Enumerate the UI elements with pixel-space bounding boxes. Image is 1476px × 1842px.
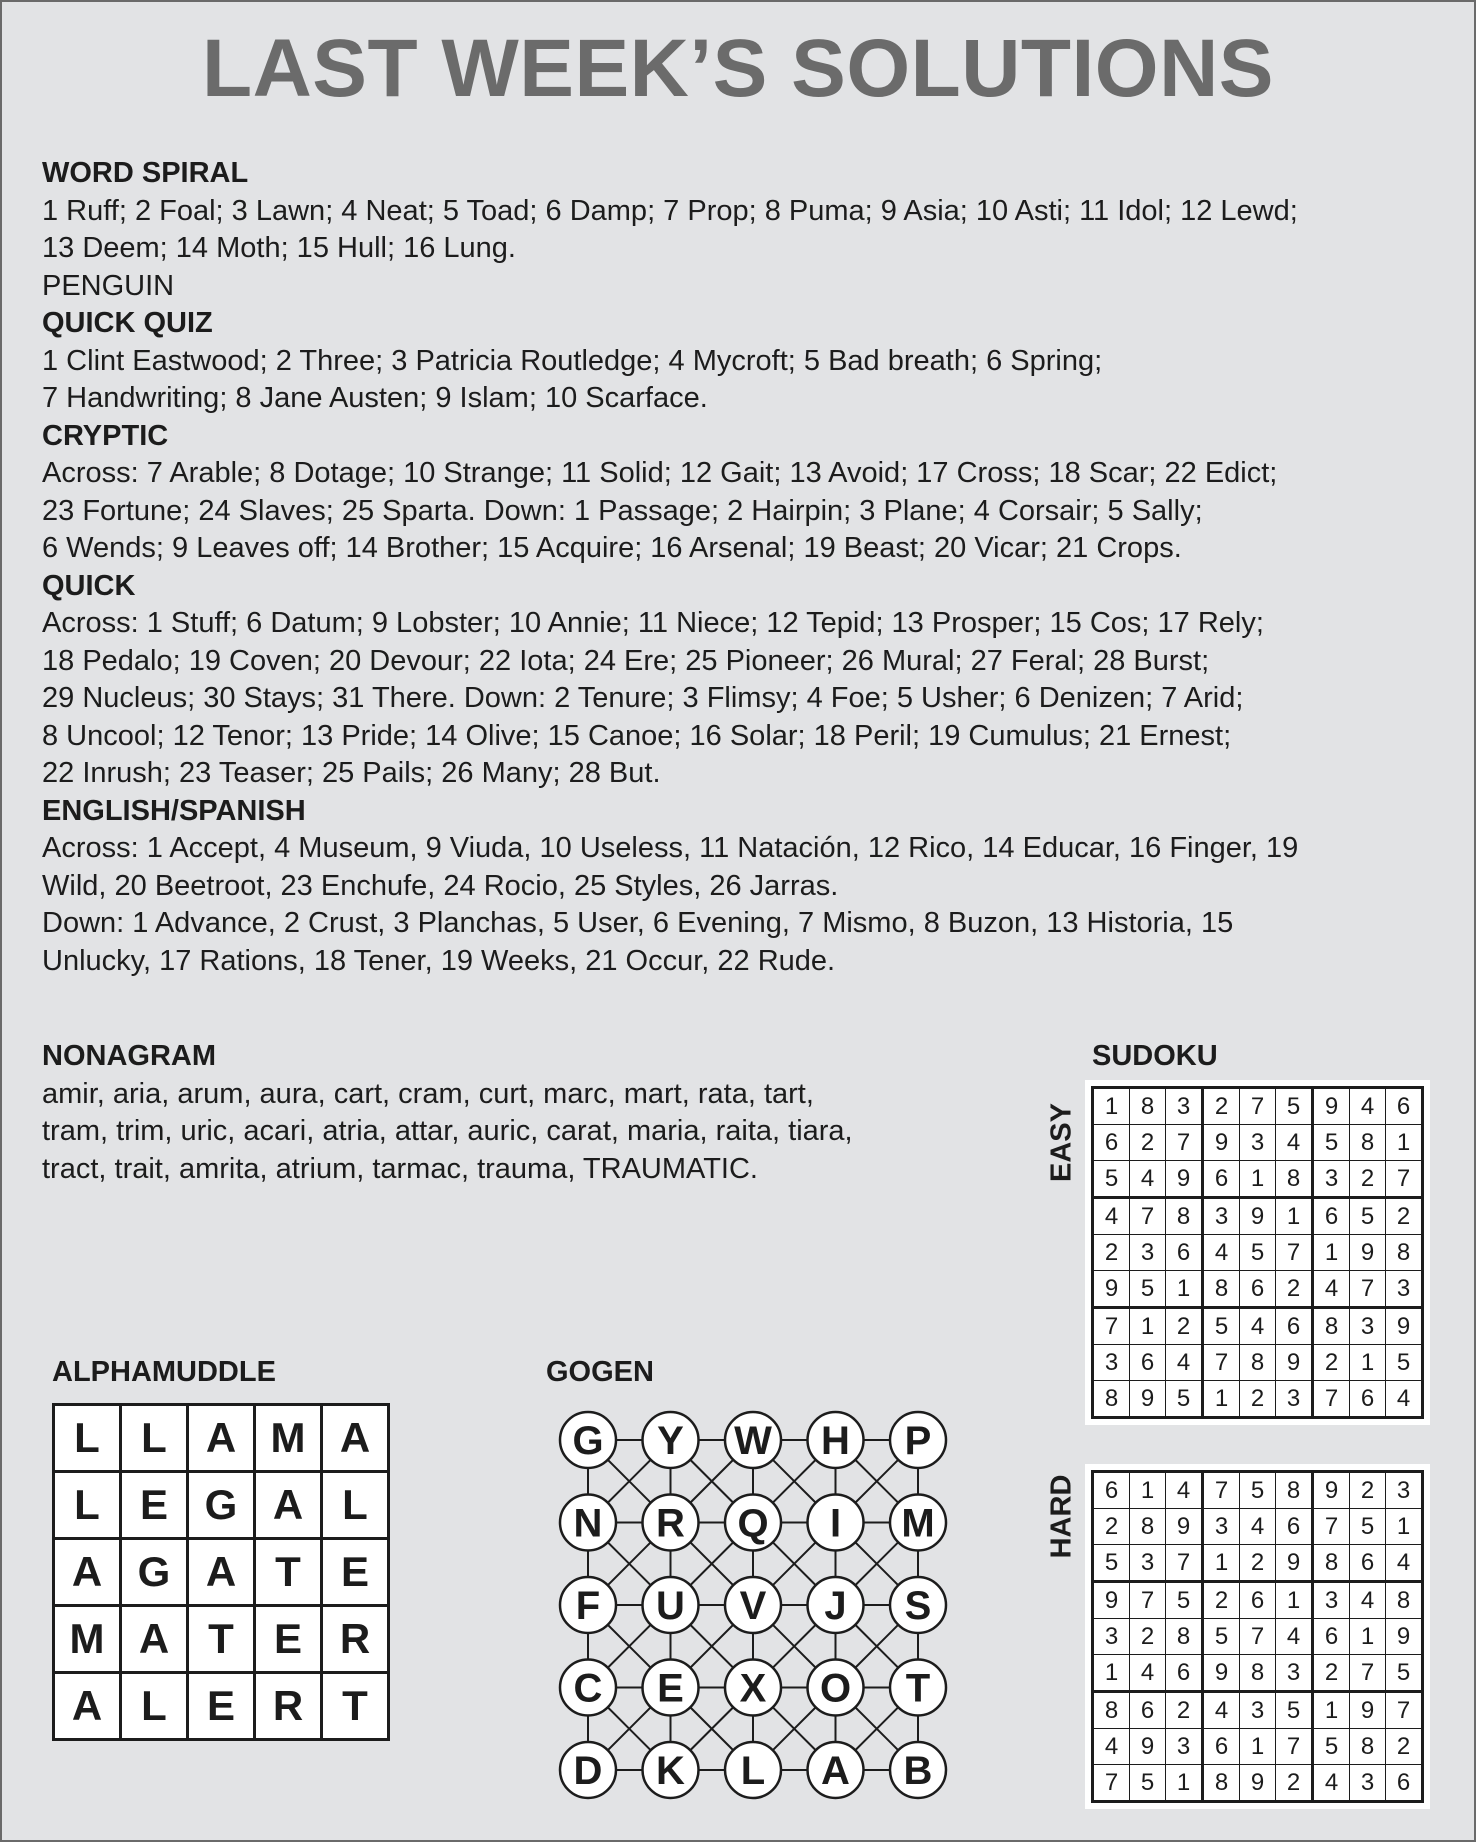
gogen-letter: Y [657, 1419, 684, 1463]
sudoku-cell: 9 [1240, 1765, 1276, 1802]
sudoku-cell: 3 [1386, 1472, 1423, 1509]
gogen-letter: F [575, 1584, 601, 1628]
gogen-letter: O [819, 1666, 852, 1711]
english-spanish-line: Wild, 20 Beetroot, 23 Enchufe, 24 Rocio, 25 Styles, 26 Jarras. [42, 869, 839, 902]
english-spanish-line: Across: 1 Accept, 4 Museum, 9 Viuda, 10 Useless, 11 Natación, 12 Rico, 14 Educar, 16 Finger, 19 [42, 832, 1299, 864]
sudoku-cell: 7 [1166, 1125, 1203, 1161]
sudoku-cell: 2 [1386, 1729, 1423, 1765]
alphamuddle-cell: A [54, 1539, 121, 1606]
gogen-letter: B [903, 1749, 933, 1793]
sudoku-cell: 1 [1386, 1509, 1423, 1545]
sudoku-cell: 8 [1240, 1655, 1276, 1692]
gogen-letter: S [904, 1584, 932, 1628]
sudoku-cell: 5 [1313, 1125, 1350, 1161]
sudoku-cell: 9 [1313, 1472, 1350, 1509]
sudoku-cell: 4 [1240, 1308, 1276, 1345]
sudoku-cell: 8 [1313, 1308, 1350, 1345]
sudoku-cell: 9 [1130, 1381, 1166, 1418]
sudoku-cell: 9 [1386, 1308, 1423, 1345]
sudoku-cell: 6 [1203, 1161, 1240, 1198]
nonagram-heading: NONAGRAM [42, 1040, 216, 1072]
sudoku-cell: 5 [1203, 1619, 1240, 1655]
sudoku-cell: 4 [1276, 1619, 1313, 1655]
gogen-letter: L [740, 1749, 766, 1793]
alphamuddle-cell: A [188, 1405, 255, 1472]
sudoku-cell: 3 [1093, 1345, 1130, 1381]
alphamuddle-cell: E [255, 1606, 322, 1673]
sudoku-cell: 8 [1130, 1088, 1166, 1125]
sudoku-cell: 3 [1130, 1235, 1166, 1271]
word-spiral-line: 13 Deem; 14 Moth; 15 Hull; 16 Lung. [42, 232, 516, 264]
sudoku-cell: 7 [1350, 1655, 1386, 1692]
sudoku-cell: 3 [1240, 1125, 1276, 1161]
gogen-grid [540, 1396, 960, 1836]
sudoku-cell: 2 [1350, 1161, 1386, 1198]
sudoku-cell: 3 [1313, 1161, 1350, 1198]
alphamuddle-cell: T [188, 1606, 255, 1673]
sudoku-cell: 2 [1350, 1472, 1386, 1509]
alphamuddle-cell: T [255, 1539, 322, 1606]
sudoku-cell: 4 [1313, 1765, 1350, 1802]
sudoku-cell: 5 [1166, 1381, 1203, 1418]
sudoku-cell: 6 [1350, 1545, 1386, 1582]
cryptic-line: 23 Fortune; 24 Slaves; 25 Sparta. Down: 1 Passage; 2 Hairpin; 3 Plane; 4 Corsair; 5 Sally; [42, 494, 1203, 527]
sudoku-cell: 6 [1166, 1235, 1203, 1271]
sudoku-cell: 1 [1313, 1235, 1350, 1271]
sudoku-cell: 7 [1203, 1472, 1240, 1509]
word-spiral-heading: WORD SPIRAL [42, 157, 249, 189]
sudoku-cell: 8 [1276, 1472, 1313, 1509]
sudoku-cell: 4 [1166, 1345, 1203, 1381]
sudoku-cell: 3 [1166, 1088, 1203, 1125]
alphamuddle-cell: L [322, 1472, 389, 1539]
alphamuddle-cell: A [54, 1673, 121, 1740]
sudoku-cell: 1 [1386, 1125, 1423, 1161]
sudoku-cell: 1 [1203, 1381, 1240, 1418]
gogen-heading: GOGEN [546, 1356, 654, 1388]
gogen-letter: T [905, 1666, 931, 1711]
sudoku-cell: 7 [1240, 1088, 1276, 1125]
cryptic-heading: CRYPTIC [42, 419, 169, 452]
sudoku-cell: 4 [1093, 1198, 1130, 1235]
sudoku-cell: 8 [1276, 1161, 1313, 1198]
alphamuddle-cell: R [255, 1673, 322, 1740]
sudoku-cell: 5 [1313, 1729, 1350, 1765]
sudoku-cell: 9 [1386, 1619, 1423, 1655]
sudoku-cell: 8 [1203, 1271, 1240, 1308]
sudoku-cell: 1 [1240, 1161, 1276, 1198]
sudoku-cell: 7 [1276, 1235, 1313, 1271]
sudoku-cell: 2 [1240, 1545, 1276, 1582]
sudoku-cell: 9 [1276, 1345, 1313, 1381]
sudoku-cell: 1 [1276, 1582, 1313, 1619]
sudoku-cell: 1 [1130, 1308, 1166, 1345]
sudoku-cell: 2 [1166, 1692, 1203, 1729]
sudoku-cell: 8 [1386, 1235, 1423, 1271]
solutions-text [42, 155, 1462, 980]
sudoku-cell: 6 [1276, 1308, 1313, 1345]
gogen-letter: P [904, 1419, 932, 1463]
sudoku-cell: 1 [1350, 1619, 1386, 1655]
sudoku-cell: 6 [1313, 1619, 1350, 1655]
sudoku-cell: 4 [1386, 1545, 1423, 1582]
gogen-letter: X [739, 1666, 767, 1711]
gogen-letter: Q [737, 1501, 769, 1546]
alphamuddle-cell: E [322, 1539, 389, 1606]
quick-line: Across: 1 Stuff; 6 Datum; 9 Lobster; 10 Annie; 11 Niece; 12 Tepid; 13 Prosper; 15 Cos; 17 Rely; [42, 607, 1264, 639]
quick-line: 18 Pedalo; 19 Coven; 20 Devour; 22 Iota; 24 Ere; 25 Pioneer; 26 Mural; 27 Feral; 28 Burst; [42, 644, 1210, 677]
sudoku-cell: 2 [1130, 1125, 1166, 1161]
sudoku-cell: 9 [1350, 1692, 1386, 1729]
gogen-letter: N [573, 1501, 603, 1546]
sudoku-cell: 9 [1166, 1161, 1203, 1198]
sudoku-cell: 2 [1203, 1088, 1240, 1125]
alphamuddle-cell: L [121, 1405, 188, 1472]
sudoku-cell: 5 [1276, 1088, 1313, 1125]
sudoku-cell: 3 [1240, 1692, 1276, 1729]
english-spanish-heading: ENGLISH/SPANISH [42, 794, 306, 827]
sudoku-cell: 6 [1386, 1765, 1423, 1802]
sudoku-cell: 1 [1093, 1088, 1130, 1125]
sudoku-cell: 2 [1313, 1655, 1350, 1692]
sudoku-cell: 5 [1386, 1345, 1423, 1381]
gogen-letter: V [739, 1584, 767, 1628]
sudoku-cell: 4 [1240, 1509, 1276, 1545]
sudoku-cell: 4 [1130, 1161, 1166, 1198]
english-spanish-line: Down: 1 Advance, 2 Crust, 3 Planchas, 5 User, 6 Evening, 7 Mismo, 8 Buzon, 13 Historia, 15 [42, 907, 1234, 939]
cryptic-line: 6 Wends; 9 Leaves off; 14 Brother; 15 Acquire; 16 Arsenal; 19 Beast; 20 Vicar; 21 Crops. [42, 532, 1182, 564]
sudoku-cell: 4 [1093, 1729, 1130, 1765]
sudoku-cell: 8 [1240, 1345, 1276, 1381]
sudoku-cell: 6 [1240, 1582, 1276, 1619]
alphamuddle-cell: R [322, 1606, 389, 1673]
sudoku-cell: 3 [1203, 1509, 1240, 1545]
sudoku-cell: 8 [1350, 1125, 1386, 1161]
sudoku-cell: 4 [1203, 1692, 1240, 1729]
sudoku-easy-grid [1085, 1080, 1430, 1425]
alphamuddle-cell: A [322, 1405, 389, 1472]
sudoku-cell: 2 [1130, 1619, 1166, 1655]
sudoku-cell: 1 [1203, 1545, 1240, 1582]
sudoku-cell: 7 [1240, 1619, 1276, 1655]
alphamuddle-grid [52, 1403, 390, 1741]
sudoku-cell: 6 [1203, 1729, 1240, 1765]
sudoku-cell: 9 [1240, 1198, 1276, 1235]
gogen-letter: R [656, 1501, 685, 1546]
sudoku-heading: SUDOKU [1092, 1040, 1218, 1072]
sudoku-cell: 2 [1093, 1509, 1130, 1545]
sudoku-cell: 4 [1166, 1472, 1203, 1509]
quick-quiz-heading: QUICK QUIZ [42, 307, 213, 339]
sudoku-cell: 5 [1350, 1198, 1386, 1235]
sudoku-cell: 2 [1093, 1235, 1130, 1271]
sudoku-cell: 6 [1093, 1125, 1130, 1161]
alphamuddle-cell: A [255, 1472, 322, 1539]
sudoku-cell: 1 [1093, 1655, 1130, 1692]
sudoku-cell: 5 [1203, 1308, 1240, 1345]
sudoku-cell: 2 [1240, 1381, 1276, 1418]
alphamuddle-cell: M [54, 1606, 121, 1673]
sudoku-cell: 8 [1130, 1509, 1166, 1545]
nonagram-line: amir, aria, arum, aura, cart, cram, curt, marc, mart, rata, tart, [42, 1077, 814, 1110]
sudoku-cell: 4 [1350, 1582, 1386, 1619]
sudoku-cell: 8 [1386, 1582, 1423, 1619]
sudoku-cell: 7 [1203, 1345, 1240, 1381]
sudoku-cell: 9 [1166, 1509, 1203, 1545]
hard-label: HARD [1045, 1474, 1078, 1559]
sudoku-cell: 8 [1313, 1545, 1350, 1582]
sudoku-cell: 9 [1093, 1271, 1130, 1308]
sudoku-hard-table [1091, 1470, 1424, 1803]
sudoku-cell: 1 [1350, 1345, 1386, 1381]
sudoku-cell: 7 [1093, 1765, 1130, 1802]
alphamuddle-cell: E [188, 1673, 255, 1740]
sudoku-cell: 3 [1350, 1308, 1386, 1345]
sudoku-cell: 1 [1166, 1271, 1203, 1308]
sudoku-cell: 1 [1130, 1472, 1166, 1509]
sudoku-cell: 5 [1240, 1235, 1276, 1271]
sudoku-cell: 7 [1130, 1198, 1166, 1235]
sudoku-cell: 4 [1350, 1088, 1386, 1125]
sudoku-cell: 5 [1386, 1655, 1423, 1692]
alphamuddle-cell: L [121, 1673, 188, 1740]
sudoku-cell: 3 [1093, 1619, 1130, 1655]
sudoku-cell: 3 [1130, 1545, 1166, 1582]
sudoku-cell: 2 [1276, 1765, 1313, 1802]
sudoku-cell: 5 [1276, 1692, 1313, 1729]
quick-quiz-line: 7 Handwriting; 8 Jane Austen; 9 Islam; 10 Scarface. [42, 382, 708, 414]
sudoku-cell: 2 [1166, 1308, 1203, 1345]
nonagram-section [42, 1038, 992, 1188]
sudoku-cell: 8 [1166, 1198, 1203, 1235]
sudoku-cell: 9 [1313, 1088, 1350, 1125]
quick-line: 29 Nucleus; 30 Stays; 31 There. Down: 2 Tenure; 3 Flimsy; 4 Foe; 5 Usher; 6 Denizen; 7 Arid; [42, 682, 1244, 714]
sudoku-cell: 9 [1203, 1655, 1240, 1692]
easy-label: EASY [1045, 1103, 1078, 1182]
sudoku-cell: 2 [1313, 1345, 1350, 1381]
sudoku-cell: 7 [1386, 1692, 1423, 1729]
sudoku-cell: 8 [1093, 1692, 1130, 1729]
sudoku-cell: 3 [1386, 1271, 1423, 1308]
sudoku-cell: 6 [1166, 1655, 1203, 1692]
sudoku-cell: 2 [1203, 1582, 1240, 1619]
alphamuddle-heading: ALPHAMUDDLE [52, 1356, 276, 1388]
quick-heading: QUICK [42, 569, 136, 602]
quick-line: 22 Inrush; 23 Teaser; 25 Pails; 26 Many; 28 But. [42, 757, 661, 789]
alphamuddle-cell: A [188, 1539, 255, 1606]
gogen-letter: E [657, 1666, 684, 1711]
sudoku-cell: 6 [1350, 1381, 1386, 1418]
sudoku-cell: 2 [1386, 1198, 1423, 1235]
gogen-letter: U [656, 1584, 685, 1628]
sudoku-cell: 8 [1203, 1765, 1240, 1802]
gogen-letter: A [821, 1749, 850, 1793]
sudoku-cell: 3 [1276, 1381, 1313, 1418]
alphamuddle-cell: L [54, 1472, 121, 1539]
sudoku-cell: 7 [1386, 1161, 1423, 1198]
sudoku-cell: 8 [1350, 1729, 1386, 1765]
sudoku-cell: 1 [1166, 1765, 1203, 1802]
alphamuddle-cell: G [121, 1539, 188, 1606]
gogen-letter: W [734, 1419, 772, 1463]
sudoku-hard-grid [1085, 1464, 1430, 1809]
gogen-letter: G [572, 1419, 604, 1463]
sudoku-cell: 6 [1313, 1198, 1350, 1235]
sudoku-cell: 6 [1240, 1271, 1276, 1308]
sudoku-cell: 5 [1093, 1161, 1130, 1198]
sudoku-cell: 4 [1386, 1381, 1423, 1418]
sudoku-cell: 9 [1130, 1729, 1166, 1765]
gogen-letter: H [821, 1419, 850, 1463]
sudoku-cell: 5 [1130, 1271, 1166, 1308]
alphamuddle-cell: T [322, 1673, 389, 1740]
gogen-letter: C [573, 1666, 603, 1711]
nonagram-line: tract, trait, amrita, atrium, tarmac, trauma, TRAUMATIC. [42, 1152, 758, 1185]
sudoku-cell: 5 [1130, 1765, 1166, 1802]
sudoku-cell: 5 [1350, 1509, 1386, 1545]
sudoku-cell: 1 [1240, 1729, 1276, 1765]
sudoku-cell: 7 [1166, 1545, 1203, 1582]
sudoku-cell: 9 [1350, 1235, 1386, 1271]
sudoku-cell: 6 [1386, 1088, 1423, 1125]
sudoku-cell: 3 [1166, 1729, 1203, 1765]
sudoku-cell: 7 [1276, 1729, 1313, 1765]
sudoku-cell: 7 [1130, 1582, 1166, 1619]
alphamuddle-cell: G [188, 1472, 255, 1539]
alphamuddle-cell: L [54, 1405, 121, 1472]
sudoku-cell: 5 [1240, 1472, 1276, 1509]
sudoku-cell: 5 [1166, 1582, 1203, 1619]
gogen-letter: J [824, 1584, 847, 1628]
sudoku-cell: 3 [1350, 1765, 1386, 1802]
nonagram-line: tram, trim, uric, acari, atria, attar, auric, carat, maria, raita, tiara, [42, 1115, 853, 1147]
alphamuddle-cell: A [121, 1606, 188, 1673]
sudoku-cell: 6 [1093, 1472, 1130, 1509]
sudoku-cell: 7 [1093, 1308, 1130, 1345]
word-spiral-line: PENGUIN [42, 269, 175, 302]
sudoku-cell: 4 [1130, 1655, 1166, 1692]
word-spiral-line: 1 Ruff; 2 Foal; 3 Lawn; 4 Neat; 5 Toad; 6 Damp; 7 Prop; 8 Puma; 9 Asia; 10 Asti; 11 Idol; 12 Lewd; [42, 194, 1298, 227]
sudoku-cell: 9 [1203, 1125, 1240, 1161]
sudoku-cell: 2 [1276, 1271, 1313, 1308]
page-title: LAST WEEK’S SOLUTIONS [202, 23, 1274, 114]
gogen-letter: I [829, 1501, 842, 1546]
gogen-letter: D [573, 1749, 603, 1793]
alphamuddle-cell: M [255, 1405, 322, 1472]
sudoku-cell: 5 [1093, 1545, 1130, 1582]
english-spanish-line: Unlucky, 17 Rations, 18 Tener, 19 Weeks, 21 Occur, 22 Rude. [42, 944, 836, 977]
sudoku-cell: 7 [1313, 1509, 1350, 1545]
sudoku-cell: 1 [1313, 1692, 1350, 1729]
sudoku-cell: 7 [1313, 1381, 1350, 1418]
alphamuddle-cell: E [121, 1472, 188, 1539]
sudoku-cell: 4 [1313, 1271, 1350, 1308]
sudoku-cell: 3 [1203, 1198, 1240, 1235]
sudoku-cell: 9 [1276, 1545, 1313, 1582]
sudoku-cell: 6 [1130, 1345, 1166, 1381]
sudoku-cell: 3 [1276, 1655, 1313, 1692]
quick-quiz-line: 1 Clint Eastwood; 2 Three; 3 Patricia Routledge; 4 Mycroft; 5 Bad breath; 6 Spring; [42, 344, 1103, 377]
cryptic-line: Across: 7 Arable; 8 Dotage; 10 Strange; 11 Solid; 12 Gait; 13 Avoid; 17 Cross; 18 Scar; 22 Edict; [42, 457, 1278, 489]
gogen-letter: M [901, 1501, 935, 1546]
sudoku-cell: 4 [1276, 1125, 1313, 1161]
quick-line: 8 Uncool; 12 Tenor; 13 Pride; 14 Olive; 15 Canoe; 16 Solar; 18 Peril; 19 Cumulus; 21 Ernest; [42, 719, 1232, 752]
sudoku-cell: 8 [1093, 1381, 1130, 1418]
sudoku-cell: 3 [1313, 1582, 1350, 1619]
sudoku-cell: 7 [1350, 1271, 1386, 1308]
sudoku-cell: 8 [1166, 1619, 1203, 1655]
sudoku-cell: 6 [1276, 1509, 1313, 1545]
gogen-letter: K [656, 1749, 685, 1793]
sudoku-cell: 9 [1093, 1582, 1130, 1619]
sudoku-cell: 6 [1130, 1692, 1166, 1729]
sudoku-cell: 4 [1203, 1235, 1240, 1271]
sudoku-easy-table [1091, 1086, 1424, 1419]
sudoku-cell: 1 [1276, 1198, 1313, 1235]
